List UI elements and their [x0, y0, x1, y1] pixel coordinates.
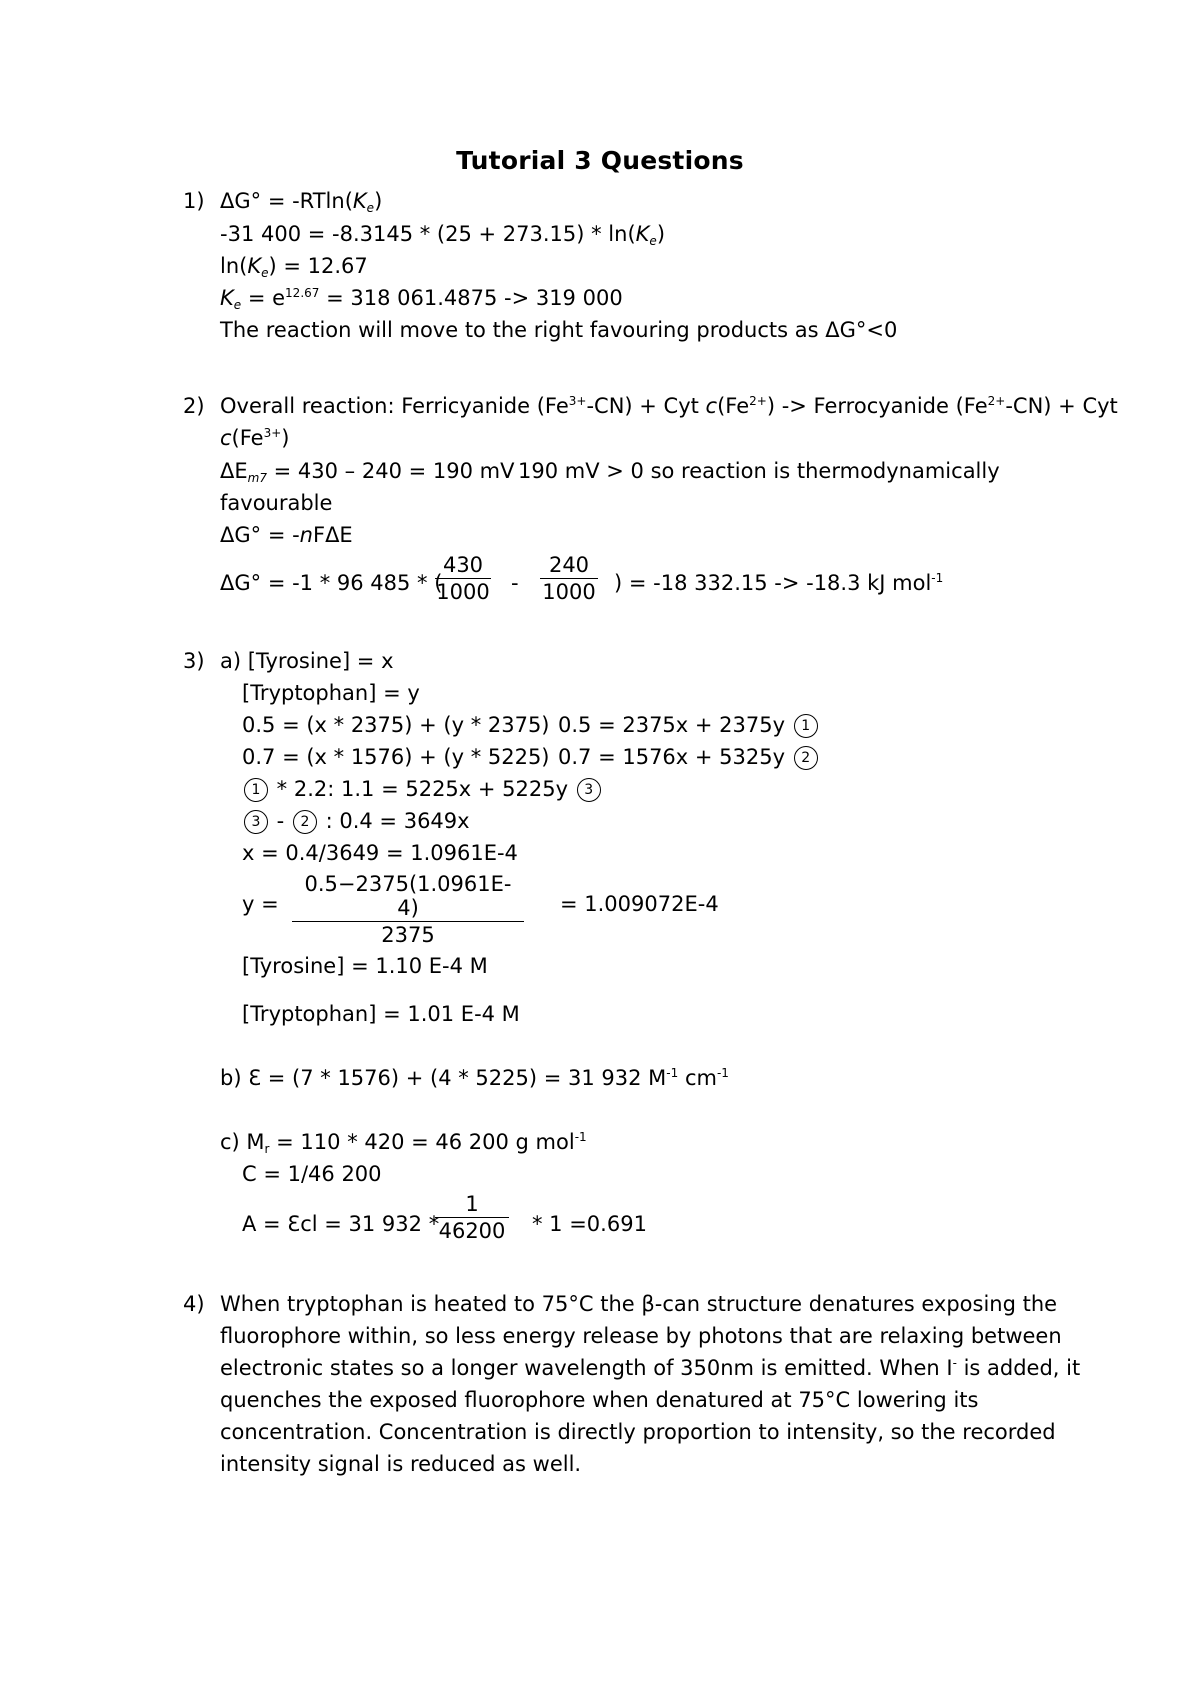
q3c-line-1: c) $M_r = 110 * 420 = 46$ 200 g mol$^{-1}$ [220, 1130, 587, 1156]
q3a-y-fraction: 0.5−2375(1.0961E-4) 2375 [292, 872, 524, 947]
q3c-line-3-left: A = Ɛcl = 31 932 * [242, 1212, 440, 1236]
q3-number: 3) [183, 649, 205, 673]
q2-number: 2) [183, 394, 205, 418]
circled-3-icon: 3 [577, 778, 601, 802]
q3a-line-4-right: 0.7 = 1576x + 5325y 2 [558, 744, 820, 770]
q3a-tryptophan-result: [Tryptophan] = 1.01 E-4 M [242, 1002, 520, 1026]
q3c-line-2: C = 1/46 200 [242, 1162, 382, 1186]
q3a-line-1: a) [Tyrosine] = x [220, 649, 394, 673]
q1-line-3: $\ln(K_e) = 12.67$ [220, 254, 368, 280]
q4-line-4: quenches the exposed fluorophore when denatured at 75°C lowering its [220, 1388, 979, 1412]
q2-minus: - [511, 571, 519, 595]
q3c-line-3-right: * 1 =0.691 [532, 1212, 647, 1236]
circled-1-icon: 1 [244, 778, 268, 802]
q3b-line: b) Ɛ = (7 * 1576) + (4 * 5225) = 31 932 $M^{-1}$ $cm^{-1}$ [220, 1066, 729, 1090]
q3a-line-7: x = 0.4/3649 = 1.0961E-4 [242, 841, 518, 865]
q3a-y-result: = 1.009072E-4 [560, 892, 719, 916]
q3a-line-2: [Tryptophan] = y [242, 681, 420, 705]
q1-line-1: $\Delta G^\circ = -RTln(K_e)$ [220, 189, 383, 215]
q4-number: 4) [183, 1292, 205, 1316]
page-title: Tutorial 3 Questions [456, 146, 744, 175]
q2-line-6-left: ΔG° = -1 * 96 485 * ( [220, 571, 443, 595]
circled-3-icon: 3 [244, 810, 268, 834]
q4-line-2: fluorophore within, so less energy release by photons that are relaxing between [220, 1324, 1062, 1348]
q4-line-3: electronic states so a longer wavelength of 350nm is emitted. When I- is added, it [220, 1356, 1081, 1380]
q2-fraction-430: 430 1000 [436, 553, 490, 604]
circled-2-icon: 2 [794, 746, 818, 770]
q3a-line-5: 1 * 2.2: 1.1 = 5225x + 5225y 3 [242, 776, 603, 802]
q2-line-3-conclusion: 190 mV > 0 so reaction is thermodynamically [518, 459, 1000, 483]
q3a-y-label: y = [242, 892, 279, 916]
q2-line-1: Overall reaction: Ferricyanide $(Fe^{3+}-CN)$ + Cyt $c(Fe^{2+})$ -> Ferrocyanide $(Fe^{2+}-CN)$ + Cyt [220, 394, 1118, 418]
q2-line-6-right: ) = -18 332.15 -> -18.3 kJ mol$^{-1}$ [614, 571, 944, 595]
q1-line-5: The reaction will move to the right favouring products as ΔG°<0 [220, 318, 898, 342]
q2-line-4: favourable [220, 491, 333, 515]
q4-line-6: intensity signal is reduced as well. [220, 1452, 582, 1476]
q1-line-2: -31 $400 = -8.3145 * (25 + 273.15) * \ln(K_e)$ [220, 222, 666, 248]
q3a-line-3-right: 0.5 = 2375x + 2375y 1 [558, 712, 820, 738]
circled-2-icon: 2 [293, 810, 317, 834]
q3c-fraction: 1 46200 [435, 1192, 509, 1243]
q3a-line-6: 3 - 2 : 0.4 = 3649x [242, 808, 470, 834]
q1-number: 1) [183, 189, 205, 213]
q4-line-1: When tryptophan is heated to 75°C the β-can structure denatures exposing the [220, 1292, 1058, 1316]
q2-line-3: $\Delta E_{m7} = 430 - 240 = 190$ mV [220, 459, 515, 485]
q2-line-2: $c(Fe^{3+})$ [220, 426, 290, 450]
circled-1-icon: 1 [794, 714, 818, 738]
q4-line-5: concentration. Concentration is directly proportion to intensity, so the recorded [220, 1420, 1056, 1444]
q3a-line-3-left: 0.5 = (x * 2375) + (y * 2375) [242, 713, 550, 737]
q1-line-4: $K_e = e^{12.67} = 318$ 061.4875 -> 319 000 [220, 286, 623, 312]
q2-line-5: ΔG° = -nFΔE [220, 523, 353, 547]
q3a-tyrosine-result: [Tyrosine] = 1.10 E-4 M [242, 954, 488, 978]
q2-fraction-240: 240 1000 [540, 553, 598, 604]
q3a-line-4-left: 0.7 = (x * 1576) + (y * 5225) [242, 745, 550, 769]
